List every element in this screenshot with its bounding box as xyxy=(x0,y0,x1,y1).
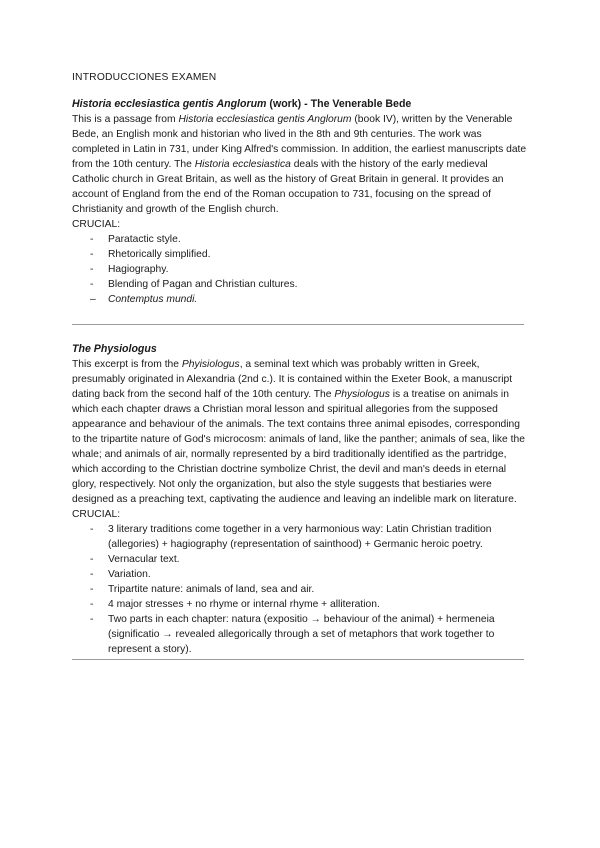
bullet-dash: - xyxy=(90,249,94,260)
list-item xyxy=(72,612,527,657)
document-title: INTRODUCCIONES EXAMEN xyxy=(72,72,217,83)
list-item-text: 3 literary traditions come together in a very harmonious way: Latin Christian tradition (allegories) + hagiography (representation of sainthood) + Germanic heroic poetry. xyxy=(108,524,492,550)
section2-crucial-label: CRUCIAL: xyxy=(72,509,121,520)
section2-crucial-list xyxy=(72,522,527,657)
list-item xyxy=(72,292,527,307)
bullet-dash: - xyxy=(90,584,94,595)
bullet-dash: - xyxy=(90,524,94,535)
section2-paragraph xyxy=(72,357,527,507)
list-item-text: Vernacular text. xyxy=(108,554,180,565)
section1-crucial-list xyxy=(72,232,527,307)
bullet-dash: - xyxy=(90,599,94,610)
section1-heading-separator: - xyxy=(304,98,308,110)
section1-paragraph xyxy=(72,112,527,217)
bullet-dash: - xyxy=(90,614,94,625)
list-item xyxy=(72,567,527,582)
list-item xyxy=(72,277,527,292)
list-item xyxy=(72,522,527,552)
bullet-dash: - xyxy=(90,279,94,290)
list-item xyxy=(72,597,527,612)
list-item-text: Blending of Pagan and Christian cultures. xyxy=(108,279,298,290)
list-item-text: Tripartite nature: animals of land, sea and air. xyxy=(108,584,315,595)
bullet-dash: – xyxy=(90,294,96,305)
section1-heading-title: Historia ecclesiastica gentis Anglorum xyxy=(72,98,267,110)
bullet-dash: - xyxy=(90,264,94,275)
list-item-text: Variation. xyxy=(108,569,151,580)
list-item-text: Rhetorically simplified. xyxy=(108,249,211,260)
section2-para-seg: Physiologus xyxy=(334,389,390,400)
section2-heading-title: The Physiologus xyxy=(72,343,157,355)
list-item-text: Paratactic style. xyxy=(108,234,181,245)
list-item-text: Hagiography. xyxy=(108,264,169,275)
list-item-text: Two parts in each chapter: natura (expositio → behaviour of the animal) + hermeneia (significatio → revealed allegorically through a set of metaphors that work together to represent a story). xyxy=(108,614,495,655)
section1-crucial-label: CRUCIAL: xyxy=(72,219,121,230)
section1-heading-work: (work) xyxy=(266,98,305,110)
bullet-dash: - xyxy=(90,569,94,580)
section2-para-seg: Phyisiologus xyxy=(181,359,240,370)
document-content xyxy=(72,70,527,660)
section1-para-seg: (book IV), written by the Venerable Bede, an English monk and historian who lived in the 8th and 9th centuries. The work was completed in Latin in 731, under King Alfred's commission. In addition, the earliest manuscripts date from the 10th century. The xyxy=(72,114,527,170)
section1-heading xyxy=(72,97,527,112)
list-item xyxy=(72,232,527,247)
section2-para-seg: is a treatise on animals in which each chapter draws a Christian moral lesson and spiritual allegories from the supposed appearance and behaviour of the animals. The text contains three animal episodes, corresponding to the tripartite nature of God's microcosm: animals of land, like the panther; animals of sea, like the whale; and animals of air, normally represented by a bird traditionally identified as the partridge, which according to the Christian doctrine symbolize Christ, the devil and man's deeds in eternal glory, respectively. Not only the organization, but also the style suggests that bestiaries were designed as a preaching text, captivating the audience and leaving an indelible mark on literature. xyxy=(72,389,525,505)
list-item-text: Contemptus mundi. xyxy=(108,294,198,305)
bullet-dash: - xyxy=(90,234,94,245)
list-item-text: 4 major stresses + no rhyme or internal rhyme + alliteration. xyxy=(108,599,380,610)
section2-para-seg: , a seminal text which was probably written in Greek, presumably originated in Alexandria (2nd c.). It is contained within the Exeter Book, a manuscript dating back from the second half of the 10th century. The xyxy=(72,359,513,400)
divider xyxy=(72,659,524,660)
section2-para-seg: This excerpt is from the xyxy=(72,359,182,370)
list-item xyxy=(72,262,527,277)
list-item xyxy=(72,552,527,567)
section1-para-seg: deals with the history of the early medieval Catholic church in Great Britain, as well as the history of Great Britain in general. It provides an account of England from the end of the Roman occupation to 731, focusing on the spread of Christianity and growth of the English church. xyxy=(72,159,504,215)
bullet-dash: - xyxy=(90,554,94,565)
section1-para-seg: Historia ecclesiastica gentis Anglorum xyxy=(178,114,352,125)
section1-para-seg: This is a passage from xyxy=(72,114,179,125)
divider xyxy=(72,324,524,325)
section2-heading xyxy=(72,342,527,357)
list-item xyxy=(72,582,527,597)
list-item xyxy=(72,247,527,262)
section1-heading-author: The Venerable Bede xyxy=(307,98,412,110)
section1-para-seg: Historia ecclesiastica xyxy=(194,159,291,170)
